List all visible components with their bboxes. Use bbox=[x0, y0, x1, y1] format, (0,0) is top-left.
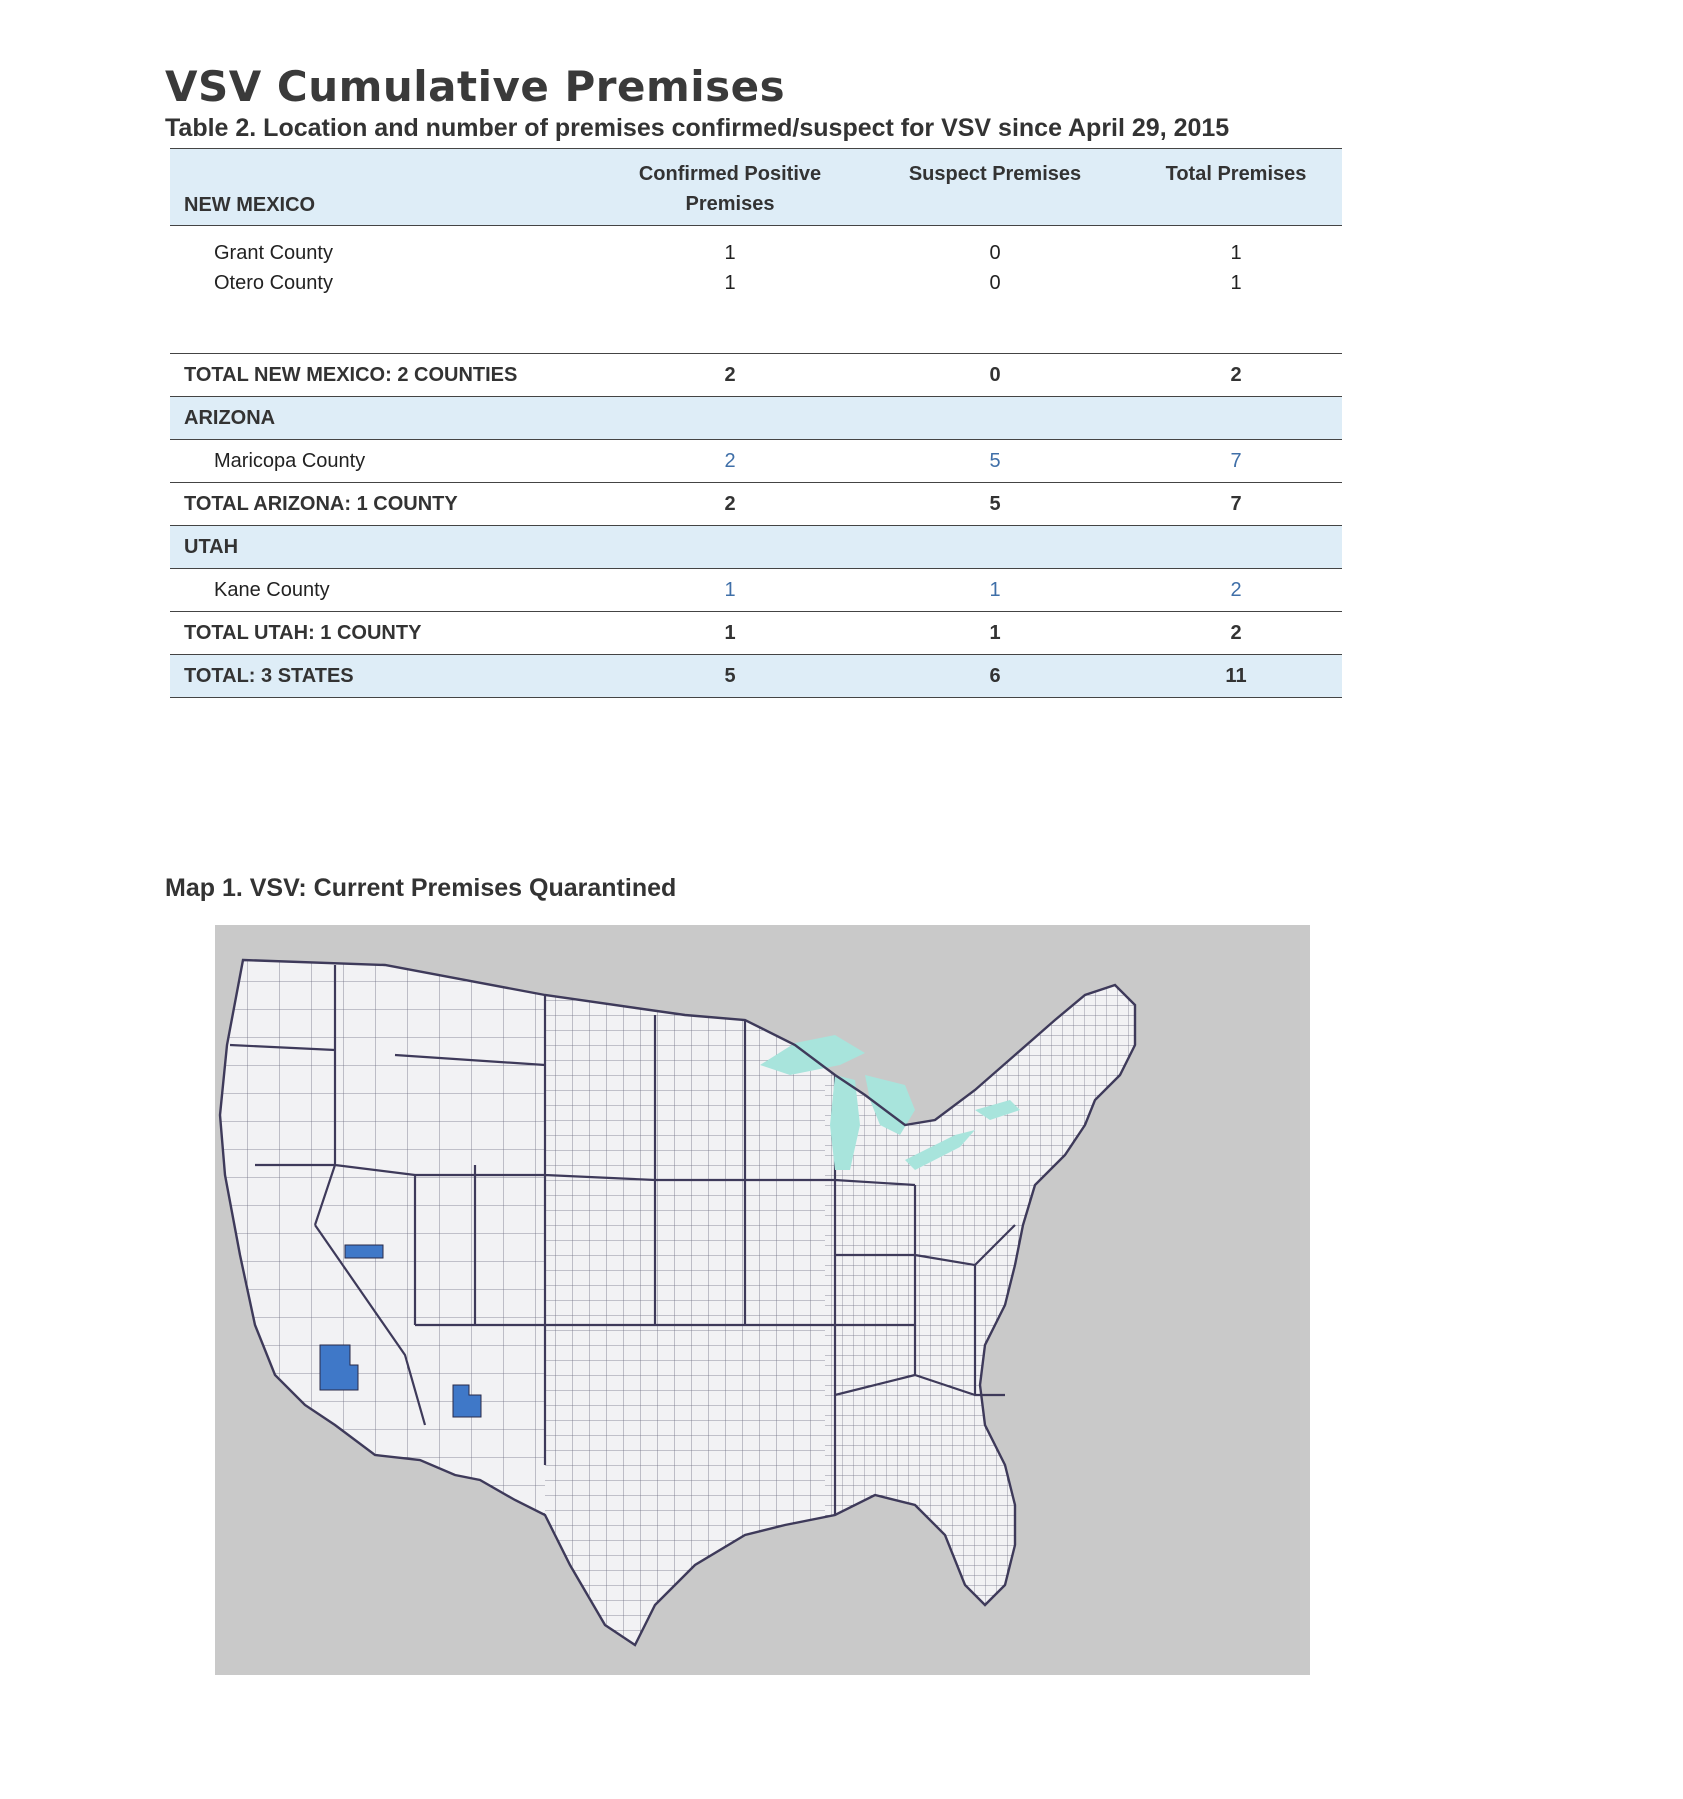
us-county-map-svg bbox=[215, 925, 1310, 1675]
grand-total-confirmed: 5 bbox=[724, 664, 736, 687]
grand-total-suspect: 6 bbox=[989, 664, 1001, 687]
total-new-mexico-confirmed: 2 bbox=[724, 363, 736, 386]
grant-suspect: 0 bbox=[989, 242, 1001, 264]
table-header-row bbox=[170, 149, 1342, 226]
quarantined-kane-county bbox=[345, 1245, 383, 1258]
otero-confirmed: 1 bbox=[724, 272, 736, 294]
suspect-values bbox=[860, 226, 1130, 354]
table-row-grand-total bbox=[170, 655, 1342, 698]
total-new-mexico-label: TOTAL NEW MEXICO: 2 COUNTIES bbox=[184, 363, 518, 386]
map-caption: Map 1. VSV: Current Premises Quarantined bbox=[165, 874, 677, 902]
county-kane: Kane County bbox=[214, 578, 330, 601]
maricopa-total: 7 bbox=[1230, 449, 1242, 472]
header-state-new-mexico: NEW MEXICO bbox=[184, 194, 316, 216]
table-row-total-utah bbox=[170, 612, 1342, 655]
header-suspect: Suspect Premises bbox=[908, 163, 1082, 185]
otero-suspect: 0 bbox=[989, 272, 1001, 294]
total-arizona-total: 7 bbox=[1230, 492, 1242, 515]
us-county-map bbox=[215, 925, 1310, 1675]
total-arizona-suspect: 5 bbox=[989, 492, 1001, 515]
header-confirmed bbox=[600, 149, 860, 226]
total-new-mexico-total: 2 bbox=[1230, 363, 1242, 386]
county-otero: Otero County bbox=[214, 272, 333, 294]
total-utah-confirmed: 1 bbox=[724, 621, 736, 644]
header-total: Total Premises bbox=[1165, 163, 1307, 185]
header-confirmed-line1: Confirmed Positive bbox=[638, 163, 822, 185]
state-utah-label: UTAH bbox=[184, 535, 239, 558]
confirmed-values bbox=[600, 226, 860, 354]
kane-confirmed: 1 bbox=[724, 578, 736, 601]
state-arizona-label: ARIZONA bbox=[184, 406, 276, 429]
total-new-mexico-suspect: 0 bbox=[989, 363, 1001, 386]
page-title: VSV Cumulative Premises bbox=[165, 62, 786, 111]
table-caption: Table 2. Location and number of premises confirmed/suspect for VSV since April 29, 2015 bbox=[165, 114, 1230, 142]
total-utah-suspect: 1 bbox=[989, 621, 1001, 644]
total-arizona-confirmed: 2 bbox=[724, 492, 736, 515]
grant-total: 1 bbox=[1230, 242, 1242, 264]
grand-total-label: TOTAL: 3 STATES bbox=[184, 664, 354, 687]
county-lines bbox=[215, 925, 1310, 1675]
kane-suspect: 1 bbox=[989, 578, 1001, 601]
table-row-state-utah bbox=[170, 526, 1342, 569]
grand-total-total: 11 bbox=[1225, 664, 1247, 687]
premises-table bbox=[170, 148, 1342, 698]
table-row-maricopa bbox=[170, 440, 1342, 483]
table-row-new-mexico-counties bbox=[170, 226, 1342, 354]
header-confirmed-line2: Premises bbox=[685, 193, 775, 215]
maricopa-confirmed: 2 bbox=[724, 449, 736, 472]
table-row-kane bbox=[170, 569, 1342, 612]
total-values bbox=[1130, 226, 1342, 354]
table-row-total-new-mexico bbox=[170, 354, 1342, 397]
total-arizona-label: TOTAL ARIZONA: 1 COUNTY bbox=[184, 492, 458, 515]
county-maricopa: Maricopa County bbox=[214, 449, 366, 472]
otero-total: 1 bbox=[1230, 272, 1242, 294]
total-utah-total: 2 bbox=[1230, 621, 1242, 644]
table-row-total-arizona bbox=[170, 483, 1342, 526]
table-row-state-arizona bbox=[170, 397, 1342, 440]
total-utah-label: TOTAL UTAH: 1 COUNTY bbox=[184, 621, 422, 644]
premises-table-container bbox=[170, 148, 1342, 698]
county-names bbox=[170, 226, 600, 354]
county-grant: Grant County bbox=[214, 242, 333, 264]
maricopa-suspect: 5 bbox=[989, 449, 1001, 472]
kane-total: 2 bbox=[1230, 578, 1242, 601]
grant-confirmed: 1 bbox=[724, 242, 736, 264]
